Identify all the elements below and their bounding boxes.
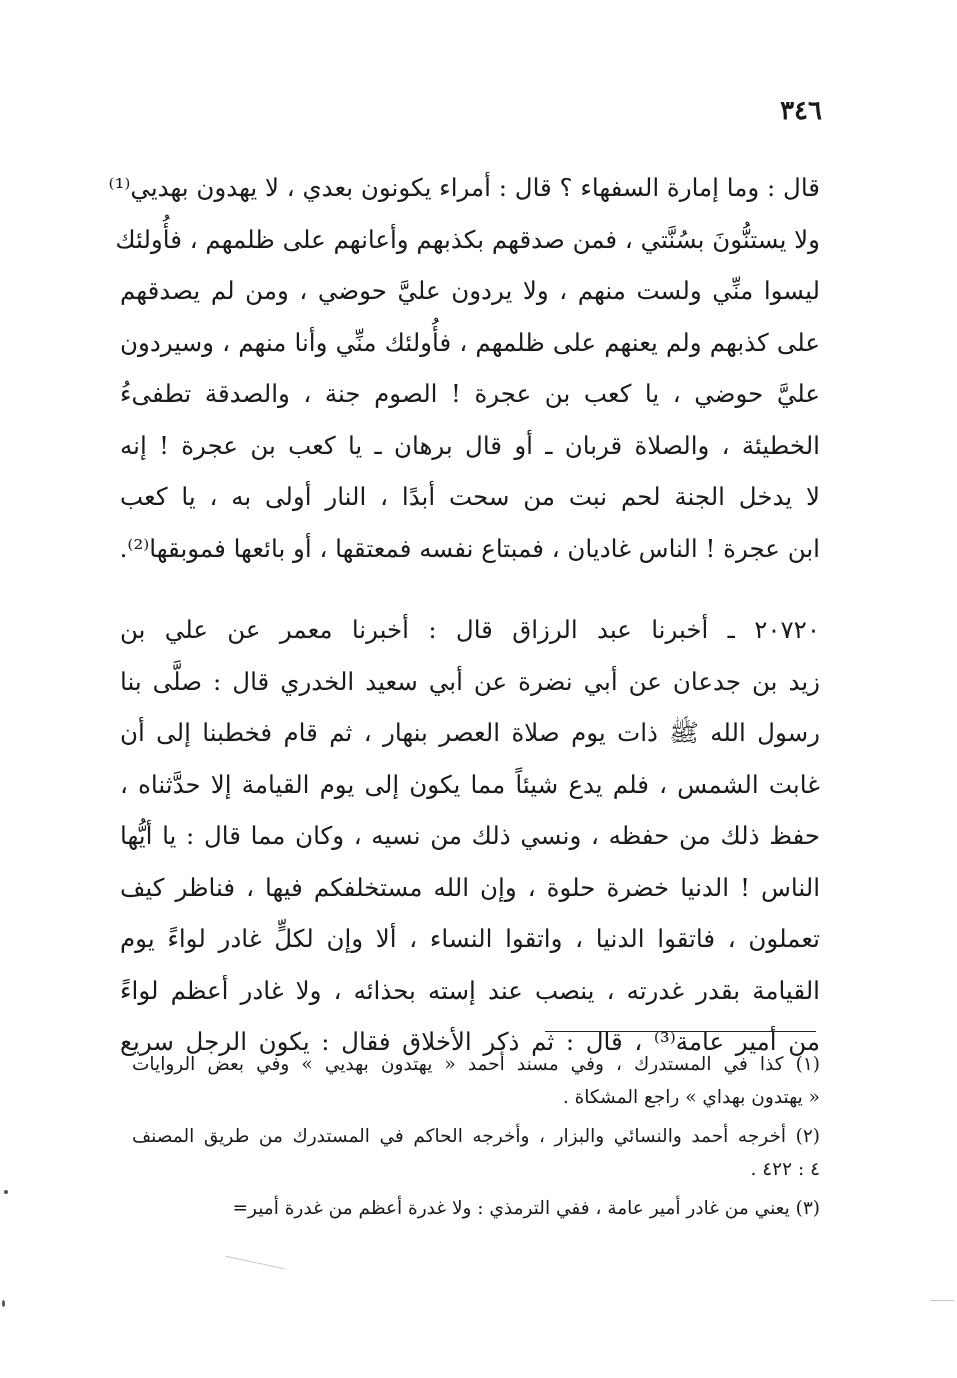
text-line: ابن عجرة ! الناس غاديان ، فمبتاع نفسه فمعتقها ، أو بائعها فموبقها⁽²⁾. bbox=[119, 533, 820, 563]
scan-mark bbox=[930, 1300, 954, 1301]
scan-mark bbox=[226, 1256, 285, 1269]
text-line: من أمير عامة⁽³⁾ ، قال : ثم ذكر الأخلاق فقال : يكون الرجل سريع bbox=[120, 1027, 820, 1056]
text-line: لا يدخل الجنة لحم نبت من سحت أبدًا ، النار أولى به ، يا كعب bbox=[120, 482, 820, 511]
text-line: القيامة بقدر غدرته ، ينصب عند إسته بحذائه ، ولا غادر أعظم لواءً bbox=[120, 975, 820, 1005]
hadith-paragraph bbox=[120, 604, 820, 1068]
text-line: زيد بن جدعان عن أبي نضرة عن أبي سعيد الخدري قال : صلَّى بنا bbox=[120, 666, 820, 696]
text-line: تعملون ، فاتقوا الدنيا ، واتقوا النساء ، ألا وإن لكلٍّ غادر لواءً يوم bbox=[120, 924, 820, 953]
footnote-line: (٣) يعني من غادر أمير عامة ، ففي الترمذي : ولا غدرة أعظم من غدرة أمير= bbox=[232, 1198, 820, 1219]
scan-speck bbox=[4, 1190, 8, 1194]
text-line: الناس ! الدنيا خضرة حلوة ، وإن الله مستخلفكم فيها ، فناظر كيف bbox=[120, 872, 820, 902]
text-line: قال : وما إمارة السفهاء ؟ قال : أمراء يكونون بعدي ، لا يهدون بهديي⁽¹⁾ bbox=[108, 173, 820, 202]
footnote-line: ٤ : ٤٢٢ . bbox=[750, 1159, 820, 1180]
text-line: رسول الله ﷺ ذات يوم صلاة العصر بنهار ، ثم قام فخطبنا إلى أن bbox=[120, 718, 820, 747]
text-line: ولا يستنُّونَ بسُنَّتي ، فمن صدقهم بكذبهم وأعانهم على ظلمهم ، فأُولئك bbox=[115, 224, 820, 254]
text-line: ليسوا منِّي ولست منهم ، ولا يردون عليَّ حوضي ، ومن لم يصدقهم bbox=[120, 276, 820, 305]
footnote-line: « يهتدون بهداي » راجع المشكاة . bbox=[562, 1087, 820, 1108]
footnote-line: (١) كذا في المستدرك ، وفي مسند أحمد « يهتدون بهديي » وفي بعض الروايات bbox=[132, 1054, 820, 1075]
page-number: ٣٤٦ bbox=[780, 96, 822, 126]
scan-speck bbox=[2, 1300, 5, 1307]
footnote-line: (٢) أخرجه أحمد والنسائي والبزار ، وأخرجه الحاكم في المستدرك من طريق المصنف bbox=[132, 1126, 820, 1147]
footnote-3 bbox=[132, 1192, 820, 1225]
paragraph-gap bbox=[120, 574, 820, 604]
main-text bbox=[108, 162, 820, 1068]
footnote-separator bbox=[545, 1031, 816, 1032]
text-line: عليَّ حوضي ، يا كعب بن عجرة ! الصوم جنة ، والصدقة تطفىءُ bbox=[120, 379, 820, 408]
footnote-2 bbox=[132, 1120, 820, 1186]
text-line: الخطيئة ، والصلاة قربان ـ أو قال برهان ـ يا كعب بن عجرة ! إنه bbox=[120, 430, 820, 460]
paragraph bbox=[108, 162, 820, 574]
footnote-1 bbox=[132, 1048, 820, 1114]
text-line: غابت الشمس ، فلم يدع شيئاً مما يكون إلى يوم القيامة إلا حدَّثناه ، bbox=[120, 769, 820, 799]
text-line: حفظ ذلك من حفظه ، ونسي ذلك من نسيه ، وكان مما قال : يا أيُّها bbox=[120, 821, 820, 850]
text-line: ٢٠٧٢٠ ـ أخبرنا عبد الرزاق قال : أخبرنا معمر عن علي بن bbox=[120, 615, 820, 644]
footnotes bbox=[132, 1048, 820, 1225]
text-line: على كذبهم ولم يعنهم على ظلمهم ، فأُولئك منِّي وأنا منهم ، وسيردون bbox=[120, 327, 820, 357]
